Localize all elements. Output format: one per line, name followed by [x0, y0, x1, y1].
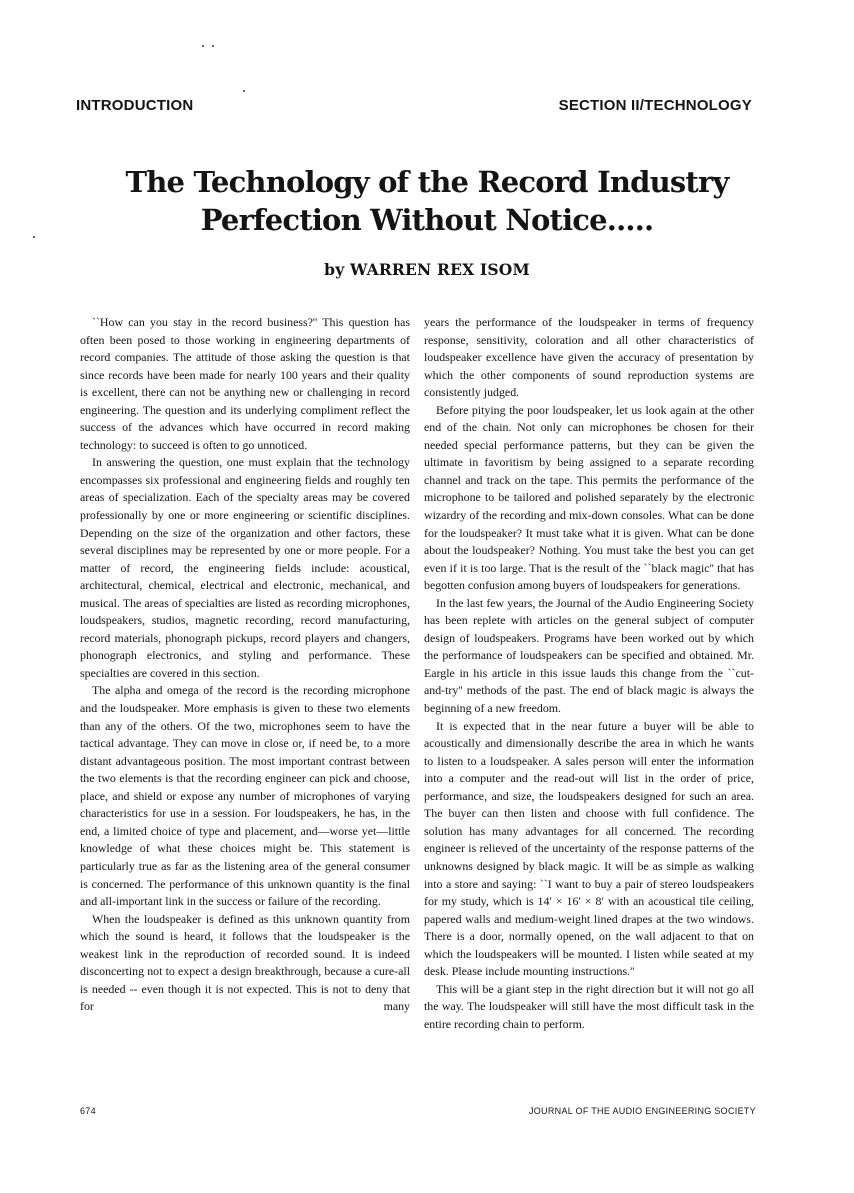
- author-byline: by WARREN REX ISOM: [324, 260, 530, 279]
- scan-speck: [202, 45, 204, 47]
- paragraph: years the performance of the loudspeaker in terms of frequency response, sensitivity, coloration and all other characteristics of loudspeaker excellence have given the accuracy of presentation by which the other components of sound reproduction systems are consistently judged.: [424, 315, 754, 400]
- page-number: 674: [80, 1106, 96, 1116]
- article-title: The Technology of the Record Industry: [125, 165, 729, 199]
- scan-speck: [243, 90, 245, 92]
- scan-speck: [212, 45, 214, 47]
- paragraph: This will be a giant step in the right direction but it will not go all the way. The loudspeaker will still have the most difficult task in the entire recording chain to perform.: [424, 981, 754, 1031]
- paragraph: The alpha and omega of the record is the recording microphone and the loudspeaker. More emphasis is given to these two elements than any of the others. Of the two, microphones seem to have the tactical advantage. They can move in close or, if need be, to a more distant advantageous position. The most important contrast between the two elements is that the recording engineer can pick and choose, place, and shield or expose any number of microphones of varying characteristics for use in a session. For loudspeakers, he has, in the end, a limited choice of type and placement, and—worse yet—little knowledge of what these choices might be. This statement is particularly true as far as the listening area of the general consumer is concerned. The performance of this unknown quantity is the final and all-important link in the success or failure of the recording.: [80, 683, 410, 909]
- body-column-right: [424, 314, 754, 1033]
- section-label-right: SECTION II/TECHNOLOGY: [558, 97, 752, 114]
- paragraph: In answering the question, one must explain that the technology encompasses six professional and engineering fields and roughly ten areas of specialization. Each of the specialty areas may be covered professionally by one or more engineering or scientific disciplines. Depending on the size of the organization and other factors, these several disciplines may be represented by one or more people. For a matter of record, the engineering fields include: acoustical, architectural, chemical, electrical and electronic, mechanical, and musical. The areas of specialties are listed as recording microphones, loudspeakers, studios, magnetic recording, record manufacturing, record materials, phonograph pickups, record players and changers, phonograph electronics, and styling and performance. These specialties are covered in this section.: [80, 455, 410, 680]
- paragraph: It is expected that in the near future a buyer will be able to acoustically and dimensionally describe the area in which he wants to listen to a loudspeaker. A sales person will enter the information into a computer and the read-out will list in the order of price, performance, and size, the loudspeakers designed for such an area. The buyer can then listen and choose with full confidence. The solution has many advantages for all concerned. The recording engineer is relieved of the uncertainty of the response patterns of the unknowns designed by black magic. It will be as simple as walking into a store and saying: ``I want to buy a pair of stereo loudspeakers for my study, which is 14′ × 16′ × 8′ with an acoustical tile ceiling, papered walls and medium-weight lined drapes at the two windows. There is a door, normally opened, on the wall adjacent to that on which the loudspeakers will be mounted. I listen while seated at my desk. Please include mounting instructions.'': [424, 718, 754, 979]
- body-column-left: [80, 314, 410, 1016]
- paragraph: In the last few years, the Journal of the Audio Engineering Society has been replete with articles on the general subject of computer design of loudspeakers. Programs have been worked out by which the performance of loudspeakers can be specified and obtained. Mr. Eargle in his article in this issue lauds this change from the ``cut-and-try'' methods of the past. The end of black magic is always the beginning of a new freedom.: [424, 595, 754, 716]
- paragraph: ``How can you stay in the record business?'' This question has often been posed to those working in engineering departments of record companies. The attitude of those asking the question is that since records have been made for nearly 100 years and their quality is excellent, there can not be anything new or challenging in record engineering. The question and its underlying compliment reflect the success of the advances which have occurred in record making technology: to succeed is often to go unnoticed.: [80, 315, 410, 452]
- section-label-left: INTRODUCTION: [76, 97, 194, 114]
- article-subtitle: Perfection Without Notice.....: [200, 203, 654, 237]
- paragraph: When the loudspeaker is defined as this unknown quantity from which the sound is heard, it follows that the loudspeaker is the weakest link in the reproduction of recorded sound. It is indeed disconcerting not to expect a design breakthrough, because a cure-all is needed -- even though it is not expected. This is not to deny that for many: [80, 911, 410, 1014]
- paragraph: Before pitying the poor loudspeaker, let us look again at the other end of the chain. Not only can microphones be chosen for their needed special performance patterns, but they can be given the ultimate in favoritism by being assigned to a separate recording channel and track on the tape. This permits the performance of the microphone to be tailored and polished separately by the electronic wizardry of the recording and mix-down consoles. What can be done for the loudspeaker? It must take what it is given. What can be done about the loudspeaker? Nothing. You must take the best you can get even if it is too large. That is the result of the ``black magic'' that has begotten confusion among buyers of loudspeakers for generations.: [424, 402, 754, 593]
- journal-footer: JOURNAL OF THE AUDIO ENGINEERING SOCIETY: [528, 1106, 756, 1116]
